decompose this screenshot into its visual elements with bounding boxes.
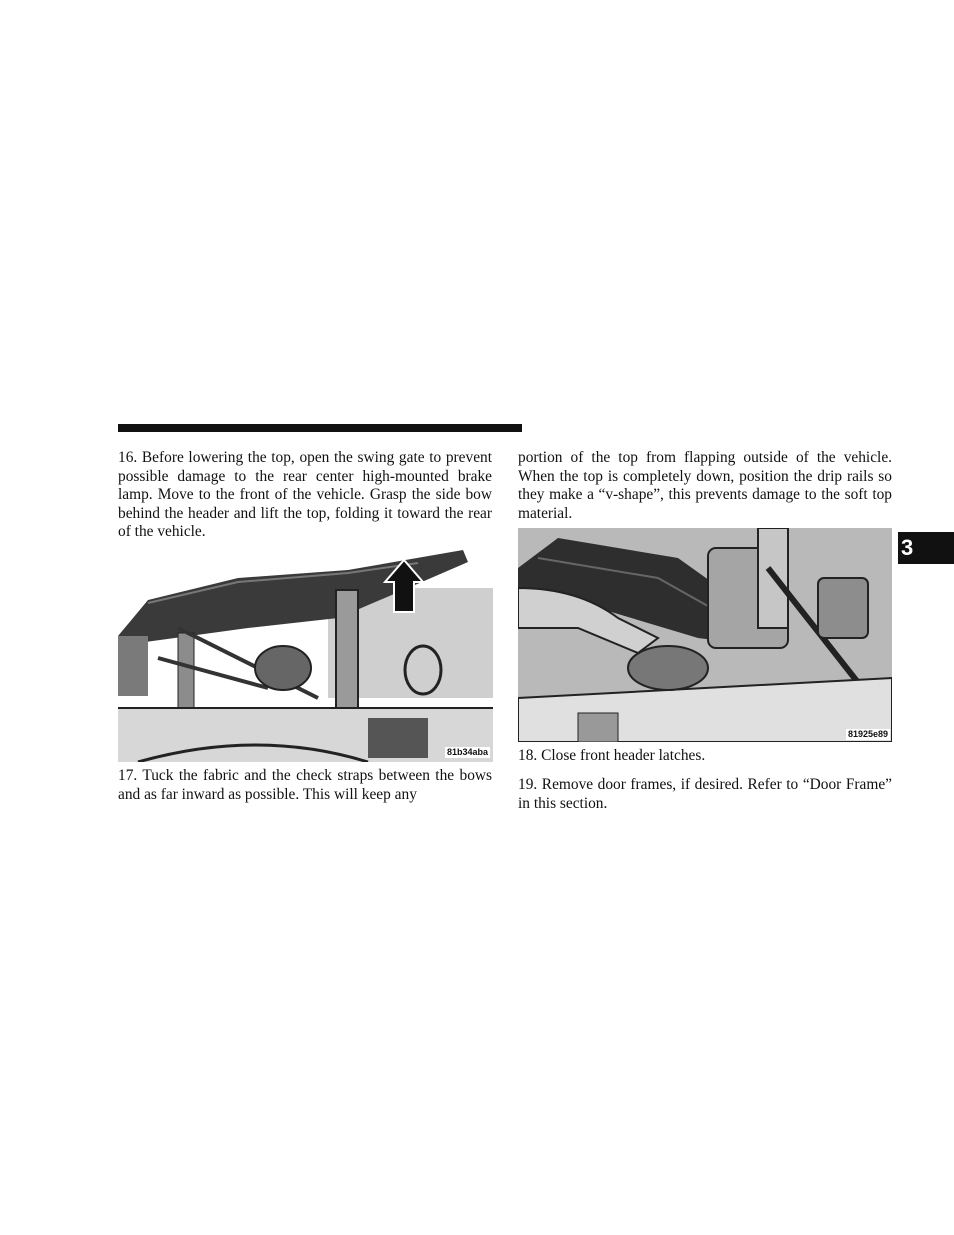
- figure-code: 81925e89: [847, 729, 888, 739]
- section-tab: 3: [898, 532, 954, 564]
- folded-top-drawing: [518, 528, 892, 742]
- step-17-continued-text: portion of the top from flapping outside of the vehicle. When the top is completely down, position the drip rails so they make a “v-shape”, this prevents damage to the soft top material.: [518, 449, 892, 522]
- section-rule: [118, 424, 522, 432]
- soft-top-lift-drawing: [118, 548, 493, 762]
- step-19-text: 19. Remove door frames, if desired. Refer to “Door Frame” in this section.: [518, 776, 892, 812]
- figure-folded-top-illustration: [518, 528, 892, 742]
- figure-lift-top-illustration: [118, 548, 493, 762]
- step-18-text: 18. Close front header latches.: [518, 747, 706, 764]
- step-16-text: 16. Before lowering the top, open the swing gate to prevent possible damage to the rear center high-mounted brake lamp. Move to the front of the vehicle. Grasp the side bow behind the header and lift the top, folding it toward the rear of the vehicle.: [118, 449, 492, 540]
- step-17-text: 17. Tuck the fabric and the check straps between the bows and as far inward as possible. This will keep any: [118, 767, 492, 803]
- figure-code: 81b34aba: [446, 747, 488, 757]
